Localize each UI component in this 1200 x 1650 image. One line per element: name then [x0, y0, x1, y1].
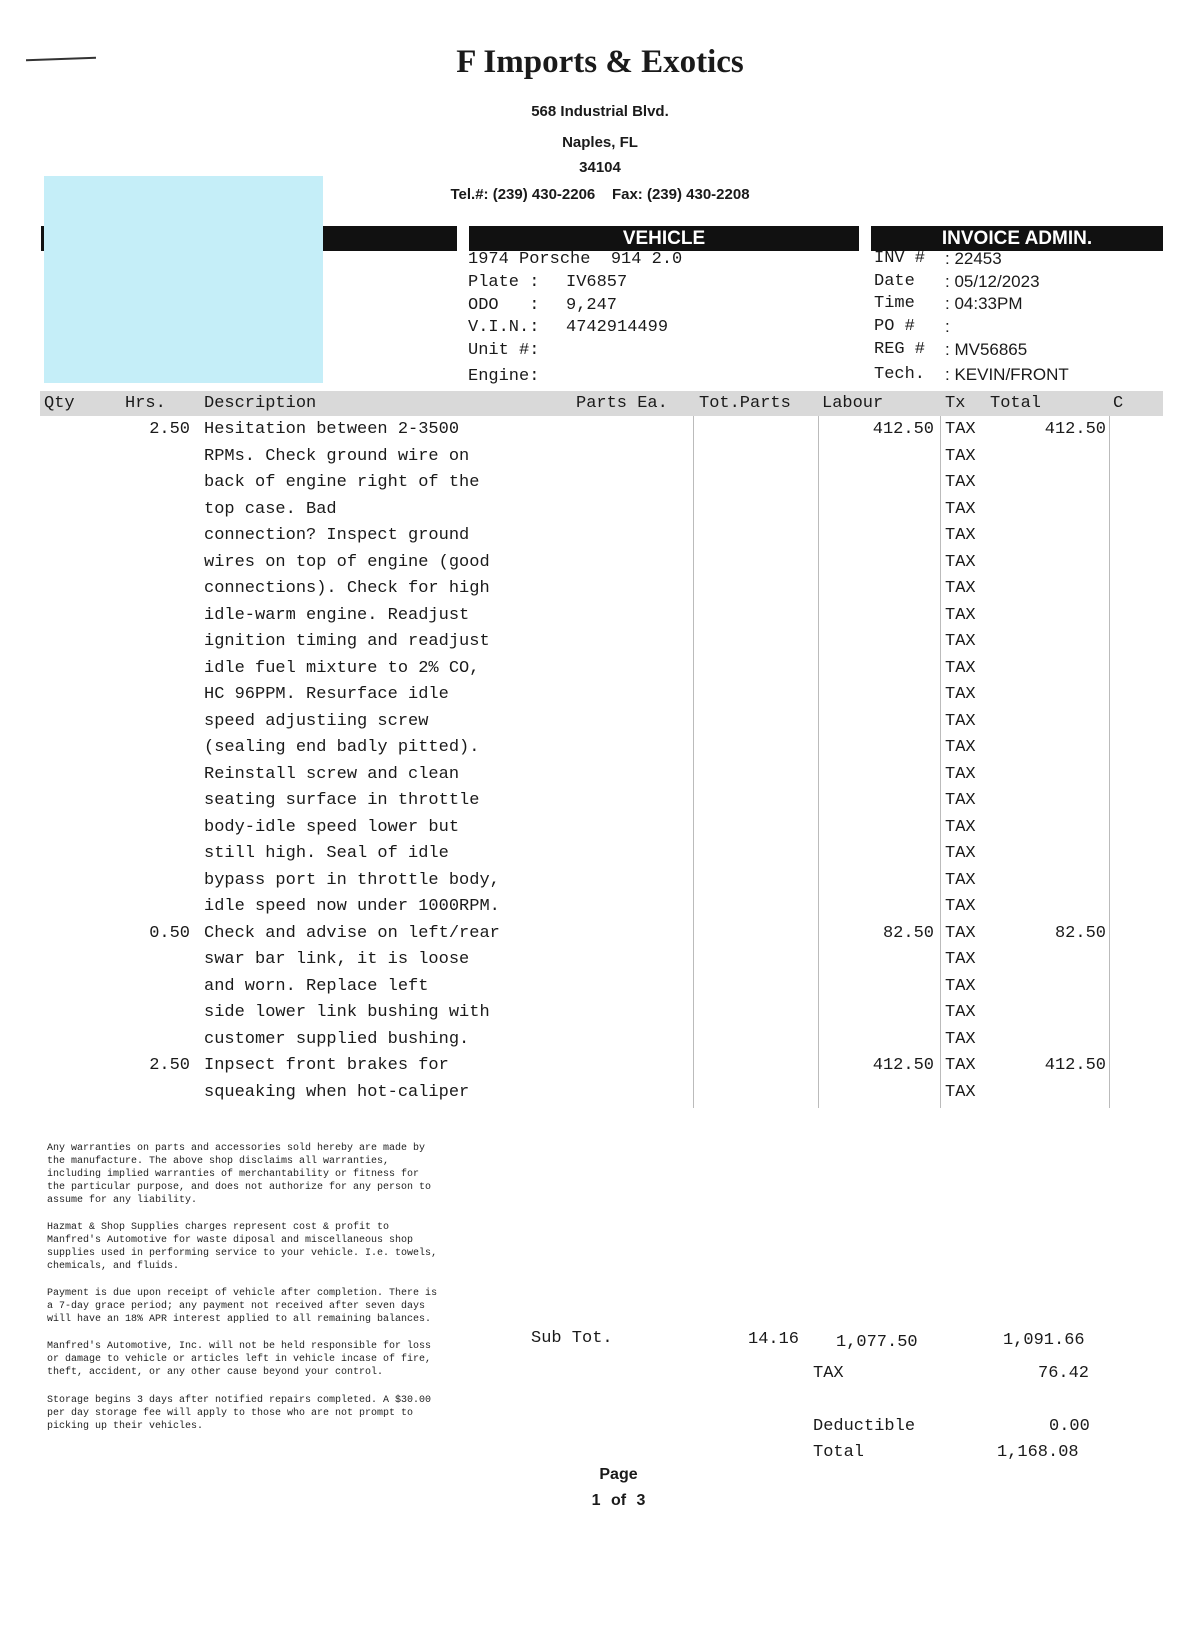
line-total	[1000, 1000, 1106, 1026]
line-labour	[828, 656, 934, 682]
liability-disclaimer: Manfred's Automotive, Inc. will not be held responsible for loss or damage to vehicle or articles left in vehicle incase of fire, theft, accident, or any other cause beyond your control.	[47, 1341, 432, 1378]
line-hrs	[110, 735, 190, 761]
invoice-admin-header: INVOICE ADMIN.	[871, 226, 1163, 251]
page-label: Page	[599, 1466, 638, 1483]
col-parts-ea: Parts Ea.	[576, 394, 668, 413]
line-hrs	[110, 762, 190, 788]
line-labour	[828, 735, 934, 761]
inv-po-value: :	[945, 317, 950, 336]
line-description: and worn. Replace left	[204, 977, 429, 996]
line-total	[1000, 868, 1106, 894]
line-total	[1000, 576, 1106, 602]
line-total	[1000, 762, 1106, 788]
line-tax-flag: TAX	[945, 1003, 976, 1022]
line-description: (sealing end badly pitted).	[204, 738, 480, 757]
col-labour: Labour	[822, 394, 884, 413]
inv-tech-label: Tech.	[874, 365, 926, 384]
vehicle-odo-label: ODO :	[468, 296, 540, 315]
line-hrs	[110, 656, 190, 682]
line-hrs	[110, 603, 190, 629]
vehicle-header: VEHICLE	[469, 226, 859, 251]
customer-header-bar	[41, 226, 44, 251]
line-hrs: 2.50	[149, 1056, 190, 1075]
line-labour	[828, 894, 934, 920]
col-description: Description	[204, 394, 317, 413]
total-label: Total	[813, 1443, 865, 1462]
line-hrs	[110, 868, 190, 894]
line-total	[1000, 788, 1106, 814]
line-tax-flag: TAX	[945, 553, 976, 572]
line-total	[1000, 1080, 1106, 1106]
line-labour	[828, 868, 934, 894]
line-tax-flag: TAX	[945, 871, 976, 890]
warranty-disclaimer: Any warranties on parts and accessories sold hereby are made by the manufacture. The above shop disclaims all warranties, including implied warranties of merchantability or fitness for the particular purpose, and does not authorize for any person to assume for any liability.	[47, 1143, 432, 1206]
line-hrs	[110, 470, 190, 496]
line-labour	[828, 815, 934, 841]
line-total	[1000, 894, 1106, 920]
col-qty: Qty	[44, 394, 75, 413]
line-total	[1000, 470, 1106, 496]
line-tax-flag: TAX	[945, 1030, 976, 1049]
line-labour	[828, 788, 934, 814]
line-total	[1000, 974, 1106, 1000]
subtotal-parts: 14.16	[748, 1330, 800, 1349]
line-total	[1000, 709, 1106, 735]
line-tax-flag: TAX	[945, 579, 976, 598]
line-labour	[828, 603, 934, 629]
line-total	[1000, 682, 1106, 708]
line-labour	[828, 762, 934, 788]
line-description: RPMs. Check ground wire on	[204, 447, 470, 466]
line-description: idle speed now under 1000RPM.	[204, 897, 500, 916]
line-total: 412.50	[1044, 420, 1106, 439]
line-total	[1000, 550, 1106, 576]
line-hrs	[110, 1027, 190, 1053]
subtotal-total: 1,091.66	[1003, 1331, 1085, 1350]
line-labour	[828, 1027, 934, 1053]
line-description: HC 96PPM. Resurface idle	[204, 685, 449, 704]
vehicle-plate-value: IV6857	[566, 273, 628, 292]
line-hrs	[110, 709, 190, 735]
line-description: swar bar link, it is loose	[204, 950, 470, 969]
vehicle-block	[468, 250, 858, 390]
line-labour	[828, 470, 934, 496]
line-description: body-idle speed lower but	[204, 818, 460, 837]
invoice-admin-block	[872, 249, 1162, 389]
tax-value: 76.42	[1038, 1364, 1090, 1383]
company-street: 568 Industrial Blvd.	[531, 103, 669, 120]
inv-po-label: PO #	[874, 317, 915, 336]
line-description: seating surface in throttle	[204, 791, 480, 810]
line-description: idle-warm engine. Readjust	[204, 606, 470, 625]
line-hrs	[110, 576, 190, 602]
line-labour	[828, 709, 934, 735]
line-tax-flag: TAX	[945, 685, 976, 704]
line-description: speed adjustiing screw	[204, 712, 429, 731]
line-tax-flag: TAX	[945, 500, 976, 519]
line-labour: 412.50	[872, 1056, 934, 1075]
vehicle-odo-value: 9,247	[566, 296, 618, 315]
subtotal-label: Sub Tot.	[531, 1329, 613, 1348]
line-tax-flag: TAX	[945, 473, 976, 492]
line-description: connection? Inspect ground	[204, 526, 470, 545]
line-total	[1000, 629, 1106, 655]
line-total	[1000, 656, 1106, 682]
line-description: Hesitation between 2-3500	[204, 420, 460, 439]
line-description: top case. Bad	[204, 500, 337, 519]
line-tax-flag: TAX	[945, 447, 976, 466]
line-hrs	[110, 497, 190, 523]
vehicle-plate-label: Plate :	[468, 273, 540, 292]
line-tax-flag: TAX	[945, 950, 976, 969]
line-description: customer supplied bushing.	[204, 1030, 470, 1049]
line-tax-flag: TAX	[945, 738, 976, 757]
col-hrs: Hrs.	[125, 394, 166, 413]
line-tax-flag: TAX	[945, 659, 976, 678]
line-tax-flag: TAX	[945, 1083, 976, 1102]
line-tax-flag: TAX	[945, 791, 976, 810]
line-labour	[828, 682, 934, 708]
line-tax-flag: TAX	[945, 712, 976, 731]
line-items-header	[40, 391, 1163, 416]
line-description: Inpsect front brakes for	[204, 1056, 449, 1075]
page-number: 1 of 3	[591, 1492, 646, 1509]
inv-reg-label: REG #	[874, 340, 926, 359]
line-total	[1000, 523, 1106, 549]
storage-terms: Storage begins 3 days after notified repairs completed. A $30.00 per day storage fee will apply to those who are not prompt to picking up their vehicles.	[47, 1395, 432, 1432]
line-labour	[828, 947, 934, 973]
line-hrs: 2.50	[149, 420, 190, 439]
line-hrs	[110, 815, 190, 841]
line-description: connections). Check for high	[204, 579, 490, 598]
inv-time-value: : 04:33PM	[945, 294, 1023, 313]
line-total	[1000, 1027, 1106, 1053]
redacted-customer-block	[44, 176, 323, 383]
line-hrs	[110, 788, 190, 814]
subtotal-labour: 1,077.50	[836, 1333, 918, 1352]
line-hrs	[110, 947, 190, 973]
line-hrs	[110, 1080, 190, 1106]
line-description: bypass port in throttle body,	[204, 871, 500, 890]
line-description: ignition timing and readjust	[204, 632, 490, 651]
line-tax-flag: TAX	[945, 526, 976, 545]
line-description: idle fuel mixture to 2% CO,	[204, 659, 480, 678]
line-labour	[828, 841, 934, 867]
vehicle-engine-label: Engine:	[468, 367, 540, 386]
company-zip: 34104	[579, 159, 621, 176]
line-hrs	[110, 682, 190, 708]
company-city: Naples, FL	[562, 134, 638, 151]
inv-tech-value: : KEVIN/FRONT	[945, 365, 1069, 384]
company-phone-fax: Tel.#: (239) 430-2206 Fax: (239) 430-2208	[450, 186, 750, 203]
line-labour	[828, 974, 934, 1000]
inv-time-label: Time	[874, 294, 915, 313]
deductible-label: Deductible	[813, 1417, 916, 1436]
vehicle-vin-value: 4742914499	[566, 318, 669, 337]
line-labour	[828, 629, 934, 655]
customer-bar-right-segment	[323, 226, 457, 251]
line-description: squeaking when hot-caliper	[204, 1083, 470, 1102]
line-tax-flag: TAX	[945, 632, 976, 651]
line-total	[1000, 815, 1106, 841]
line-hrs	[110, 1000, 190, 1026]
line-tax-flag: TAX	[945, 420, 976, 439]
line-labour	[828, 497, 934, 523]
line-total	[1000, 444, 1106, 470]
line-total	[1000, 841, 1106, 867]
company-name: F Imports & Exotics	[456, 44, 744, 80]
line-hrs	[110, 444, 190, 470]
line-hrs	[110, 523, 190, 549]
line-description: Reinstall screw and clean	[204, 765, 460, 784]
hazmat-disclaimer: Hazmat & Shop Supplies charges represent cost & profit to Manfred's Automotive for waste diposal and miscellaneous shop supplies used in performing service to your vehicle. I.e. towels, chemicals, and fluids.	[47, 1222, 438, 1272]
line-tax-flag: TAX	[945, 844, 976, 863]
line-description: wires on top of engine (good	[204, 553, 490, 572]
col-c: C	[1113, 394, 1124, 413]
line-tax-flag: TAX	[945, 818, 976, 837]
line-hrs	[110, 550, 190, 576]
line-tax-flag: TAX	[945, 765, 976, 784]
line-tax-flag: TAX	[945, 1056, 976, 1075]
line-hrs: 0.50	[149, 924, 190, 943]
line-labour	[828, 576, 934, 602]
line-tax-flag: TAX	[945, 977, 976, 996]
line-hrs	[110, 629, 190, 655]
line-total: 412.50	[1044, 1056, 1106, 1075]
col-total: Total	[990, 394, 1042, 413]
line-tax-flag: TAX	[945, 897, 976, 916]
line-total	[1000, 603, 1106, 629]
line-description: still high. Seal of idle	[204, 844, 449, 863]
inv-number-value: : 22453	[945, 249, 1002, 268]
inv-date-value: : 05/12/2023	[945, 272, 1040, 291]
inv-date-label: Date	[874, 272, 915, 291]
line-labour	[828, 1000, 934, 1026]
line-labour	[828, 444, 934, 470]
line-description: side lower link bushing with	[204, 1003, 490, 1022]
line-hrs	[110, 974, 190, 1000]
line-labour: 82.50	[882, 924, 934, 943]
col-tx: Tx	[945, 394, 966, 413]
inv-reg-value: : MV56865	[945, 340, 1028, 359]
line-labour	[828, 550, 934, 576]
line-total	[1000, 735, 1106, 761]
line-labour: 412.50	[872, 420, 934, 439]
line-hrs	[110, 841, 190, 867]
col-tot-parts: Tot.Parts	[699, 394, 791, 413]
vehicle-description: 1974 Porsche 914 2.0	[468, 250, 683, 269]
payment-terms: Payment is due upon receipt of vehicle after completion. There is a 7-day grace period; any payment not received after seven days will have an 18% APR interest applied to all remaining balances.	[47, 1288, 438, 1325]
line-tax-flag: TAX	[945, 924, 976, 943]
line-total: 82.50	[1054, 924, 1106, 943]
vehicle-unit-label: Unit #:	[468, 341, 540, 360]
line-hrs	[110, 894, 190, 920]
inv-number-label: INV #	[874, 249, 926, 268]
line-labour	[828, 1080, 934, 1106]
line-items	[0, 417, 1200, 1107]
line-total	[1000, 947, 1106, 973]
deductible-value: 0.00	[1049, 1417, 1090, 1436]
vehicle-vin-label: V.I.N.:	[468, 318, 540, 337]
line-labour	[828, 523, 934, 549]
line-total	[1000, 497, 1106, 523]
line-description: back of engine right of the	[204, 473, 480, 492]
total-value: 1,168.08	[997, 1443, 1079, 1462]
line-description: Check and advise on left/rear	[204, 924, 500, 943]
tax-label: TAX	[813, 1364, 844, 1383]
line-tax-flag: TAX	[945, 606, 976, 625]
